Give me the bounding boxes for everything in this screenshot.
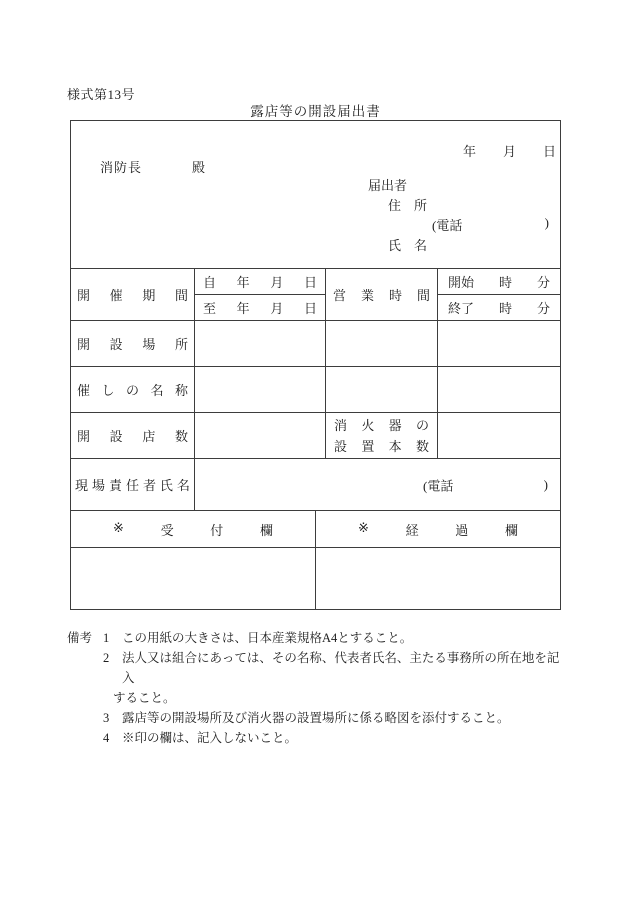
stalls-label: 開 設 店 数 <box>77 429 188 444</box>
reception-box <box>71 548 316 609</box>
period-from-row <box>195 269 325 295</box>
extinguisher-label-line2: 設 置 本 数 <box>334 438 429 454</box>
extinguisher-label-line1: 消 火 器 の <box>334 417 429 433</box>
address-label: 住 所 <box>388 198 428 213</box>
note-item-3 <box>67 708 567 728</box>
addressee-label: 消防長 <box>100 160 143 175</box>
extinguisher-label-cell <box>326 413 438 458</box>
phone-prefix-label: (電話 <box>432 218 463 233</box>
period-label-cell <box>71 269 195 320</box>
period-value-cell <box>195 269 326 320</box>
manager-value-cell <box>195 459 560 510</box>
event-label-cell <box>71 367 195 412</box>
progress-label: ※ 経 過 欄 <box>358 519 518 538</box>
stalls-label-cell <box>71 413 195 458</box>
note-number: 1 <box>103 631 110 645</box>
location-label-cell <box>71 321 195 366</box>
manager-phone-suffix: ) <box>543 476 548 492</box>
location-value-cell-2 <box>326 321 438 366</box>
note-text: ※印の欄は、記入しないこと。 <box>122 731 298 745</box>
event-value-cell-3 <box>438 367 560 412</box>
period-from-label: 自 年 月 日 <box>203 275 317 290</box>
extinguisher-value-cell <box>438 413 560 458</box>
progress-header-cell <box>316 511 560 547</box>
date-day-label: 日 <box>543 144 557 159</box>
period-to-label: 至 年 月 日 <box>203 301 317 316</box>
notifier-label: 届出者 <box>368 178 408 193</box>
location-label: 開 設 場 所 <box>77 337 188 352</box>
form-box <box>70 120 561 610</box>
notes-heading: 備考 <box>67 631 93 645</box>
note-number: 3 <box>103 711 110 725</box>
manager-phone-prefix: (電話 <box>423 478 454 493</box>
hours-label-cell <box>326 269 438 320</box>
note-text-continued: すること。 <box>113 691 176 705</box>
period-label: 開 催 期 間 <box>77 288 188 303</box>
stalls-value-cell <box>195 413 326 458</box>
form-number: 様式第13号 <box>67 87 136 102</box>
hours-end-label: 終了 時 分 <box>448 301 550 316</box>
hours-value-cell <box>438 269 560 320</box>
hours-start-row <box>438 269 560 295</box>
note-number: 2 <box>103 651 110 665</box>
reception-label: ※ 受 付 欄 <box>113 519 273 538</box>
manager-label: 現 場 責 任 者 氏 名 <box>75 478 190 493</box>
table-row-period <box>71 268 560 320</box>
note-item-4 <box>67 728 567 748</box>
progress-box <box>316 548 560 609</box>
hours-label: 営 業 時 間 <box>333 288 430 303</box>
table-row-event-name <box>71 366 560 412</box>
table-row-office-boxes <box>71 547 560 609</box>
phone-suffix-label: ) <box>544 215 549 230</box>
date-year-label: 年 <box>463 144 477 159</box>
location-value-cell-3 <box>438 321 560 366</box>
note-text: 法人又は組合にあっては、その名称、代表者氏名、主たる事務所の所在地を記入 <box>122 651 560 685</box>
date-month-label: 月 <box>503 144 517 159</box>
note-number: 4 <box>103 731 110 745</box>
table-row-manager <box>71 458 560 510</box>
event-value-cell-2 <box>326 367 438 412</box>
location-value-cell-1 <box>195 321 326 366</box>
name-label: 氏 名 <box>388 238 428 253</box>
hours-end-row <box>438 295 560 320</box>
note-item-2 <box>67 648 567 708</box>
note-text: 露店等の開設場所及び消火器の設置場所に係る略図を添付すること。 <box>122 711 510 725</box>
table-row-location <box>71 320 560 366</box>
table-row-office-headers <box>71 510 560 547</box>
notes-section <box>67 628 567 748</box>
form-header-section <box>71 121 560 268</box>
reception-header-cell <box>71 511 316 547</box>
table-row-stalls <box>71 412 560 458</box>
event-value-cell-1 <box>195 367 326 412</box>
hours-start-label: 開始 時 分 <box>448 275 550 290</box>
honorific-label: 殿 <box>192 160 206 175</box>
manager-label-cell <box>71 459 195 510</box>
period-to-row <box>195 295 325 320</box>
note-item-1 <box>67 628 567 648</box>
form-title: 露店等の開設届出書 <box>250 104 381 119</box>
event-label: 催 し の 名 称 <box>77 383 188 398</box>
note-text: この用紙の大きさは、日本産業規格A4とすること。 <box>122 631 413 645</box>
